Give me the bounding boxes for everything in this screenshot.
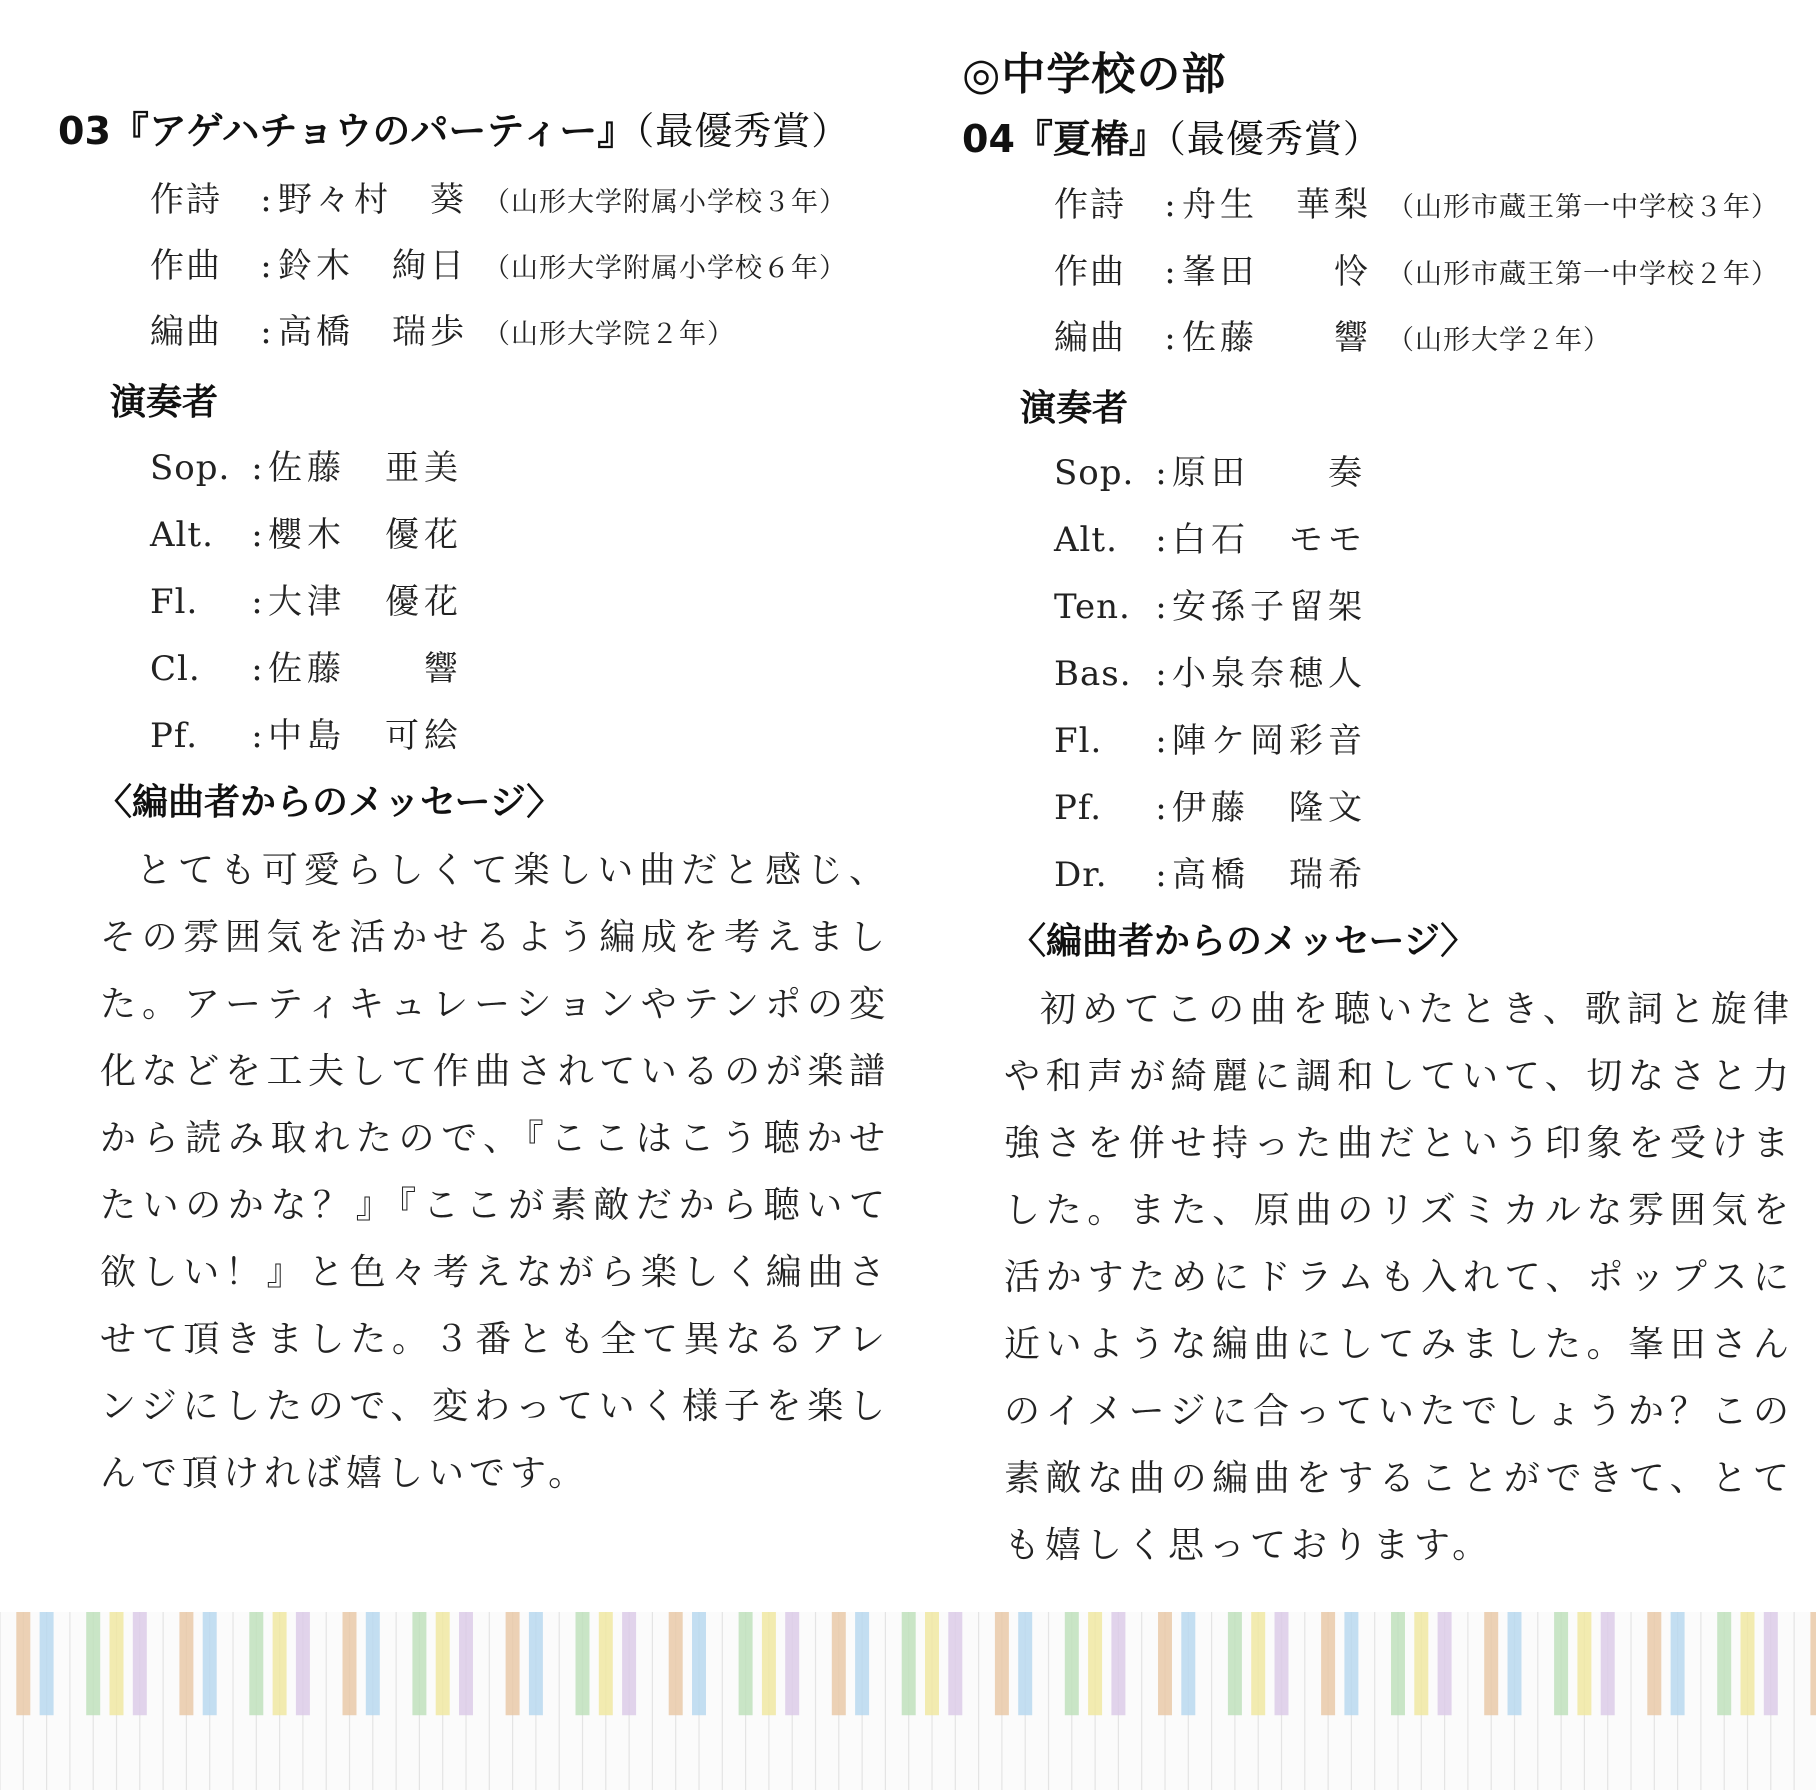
black-key	[948, 1612, 962, 1715]
black-key	[1810, 1612, 1816, 1715]
black-key	[343, 1612, 357, 1715]
black-key	[506, 1612, 520, 1715]
award-label: （最優秀賞）	[1166, 117, 1382, 161]
credit-lyrics: 作詩 : 野々村 葵 （山形大学附属小学校３年）	[150, 180, 847, 220]
performers-heading: 演奏者	[1020, 388, 1129, 429]
credit-arranger: 編曲 : 高橋 瑞歩 （山形大学院２年）	[150, 312, 735, 352]
black-key	[1275, 1612, 1289, 1715]
black-key	[1228, 1612, 1242, 1715]
song-title	[58, 100, 850, 155]
black-key	[1671, 1612, 1685, 1715]
black-key	[855, 1612, 869, 1715]
black-key	[762, 1612, 776, 1715]
credit-composer: 作曲 : 鈴木 絢日 （山形大学附属小学校６年）	[150, 246, 847, 286]
black-key	[1018, 1612, 1032, 1715]
black-key	[1741, 1612, 1755, 1715]
black-key	[1647, 1612, 1661, 1715]
black-key	[16, 1612, 30, 1715]
black-key	[529, 1612, 543, 1715]
black-key	[133, 1612, 147, 1715]
black-key	[273, 1612, 287, 1715]
black-key	[179, 1612, 193, 1715]
performer-row: Sop. : 原田 奏	[1054, 453, 1367, 493]
section-header: ◎中学校の部	[962, 49, 1227, 100]
black-key	[1484, 1612, 1498, 1715]
black-key	[925, 1612, 939, 1715]
black-key	[1577, 1612, 1591, 1715]
black-key	[576, 1612, 590, 1715]
black-key	[110, 1612, 124, 1715]
black-key	[739, 1612, 753, 1715]
song-name: 『アゲハチョウのパーティー』	[110, 109, 636, 153]
award-label: （最優秀賞）	[635, 109, 851, 153]
song-title	[962, 108, 1382, 163]
black-key	[436, 1612, 450, 1715]
black-key	[692, 1612, 706, 1715]
black-key	[459, 1612, 473, 1715]
black-key	[1717, 1612, 1731, 1715]
black-key	[1158, 1612, 1172, 1715]
performer-row: Bas. : 小泉奈穂人	[1054, 654, 1367, 694]
arranger-message: とても可愛らしくて楽しい曲だと感じ、その雰囲気を活かせるよう編成を考えました。アーティキュレーションやテンポの変化などを工夫して作曲されているのが楽譜から読み取れたので、『ここはこう聴かせたいのかな？』『ここが素敵だから聴いて欲しい！』と色々考えながら楽しく編曲させて頂きました。３番とも全て異なるアレンジにしたので、変わっていく様子を楽しんで頂ければ嬉しいです。	[100, 850, 890, 1494]
black-key	[1414, 1612, 1428, 1715]
credit-arranger: 編曲 : 佐藤 響 （山形大学２年）	[1054, 318, 1611, 358]
performer-row: Ten. : 安孫子留架	[1054, 587, 1367, 627]
black-key	[1251, 1612, 1265, 1715]
black-key	[1181, 1612, 1195, 1715]
black-key	[366, 1612, 380, 1715]
arranger-message: 初めてこの曲を聴いたとき、歌詞と旋律や和声が綺麗に調和していて、切なさと力強さを併せ持った曲だという印象を受けました。また、原曲のリズミカルな雰囲気を活かすためにドラムも入れて、ポップスに近いような編曲にしてみました。峯田さんのイメージに合っていたでしょうか？この素敵な曲の編曲をすることができて、とても嬉しく思っております。	[1004, 989, 1794, 1566]
credit-composer: 作曲 : 峯田 怜 （山形市蔵王第一中学校２年）	[1054, 252, 1779, 292]
black-key	[1111, 1612, 1125, 1715]
black-key	[1088, 1612, 1102, 1715]
black-key	[296, 1612, 310, 1715]
black-key	[785, 1612, 799, 1715]
black-key	[249, 1612, 263, 1715]
black-key	[1438, 1612, 1452, 1715]
performer-row: Pf. : 中島 可絵	[150, 716, 463, 756]
performer-row: Fl. : 大津 優花	[150, 582, 463, 622]
message-heading: 〈編曲者からのメッセージ〉	[96, 782, 563, 823]
song-number: 04	[962, 117, 1015, 161]
credit-lyrics: 作詩 : 舟生 華梨 （山形市蔵王第一中学校３年）	[1054, 185, 1779, 225]
piano-keyboard-decoration	[0, 1612, 1816, 1790]
performer-row: Sop. : 佐藤 亜美	[150, 448, 463, 488]
black-key	[1554, 1612, 1568, 1715]
black-key	[599, 1612, 613, 1715]
performer-row: Dr. : 高橋 瑞希	[1054, 855, 1367, 895]
black-key	[1508, 1612, 1522, 1715]
song-number: 03	[58, 109, 111, 153]
performer-row: Alt. : 櫻木 優花	[150, 515, 463, 555]
black-key	[203, 1612, 217, 1715]
performer-row: Fl. : 陣ケ岡彩音	[1054, 721, 1367, 761]
black-key	[832, 1612, 846, 1715]
message-heading: 〈編曲者からのメッセージ〉	[1010, 921, 1477, 962]
black-key	[1344, 1612, 1358, 1715]
performer-row: Pf. : 伊藤 隆文	[1054, 788, 1367, 828]
black-key	[902, 1612, 916, 1715]
black-key	[669, 1612, 683, 1715]
black-key	[86, 1612, 100, 1715]
black-key	[995, 1612, 1009, 1715]
performers-heading: 演奏者	[110, 382, 219, 423]
performer-row: Alt. : 白石 モモ	[1054, 520, 1367, 560]
black-key	[412, 1612, 426, 1715]
black-key	[1764, 1612, 1778, 1715]
black-key	[622, 1612, 636, 1715]
song-name: 『夏椿』	[1014, 117, 1167, 161]
black-key	[1601, 1612, 1615, 1715]
black-key	[1391, 1612, 1405, 1715]
black-key	[40, 1612, 54, 1715]
black-key	[1065, 1612, 1079, 1715]
black-key	[1321, 1612, 1335, 1715]
performer-row: Cl. : 佐藤 響	[150, 649, 463, 689]
